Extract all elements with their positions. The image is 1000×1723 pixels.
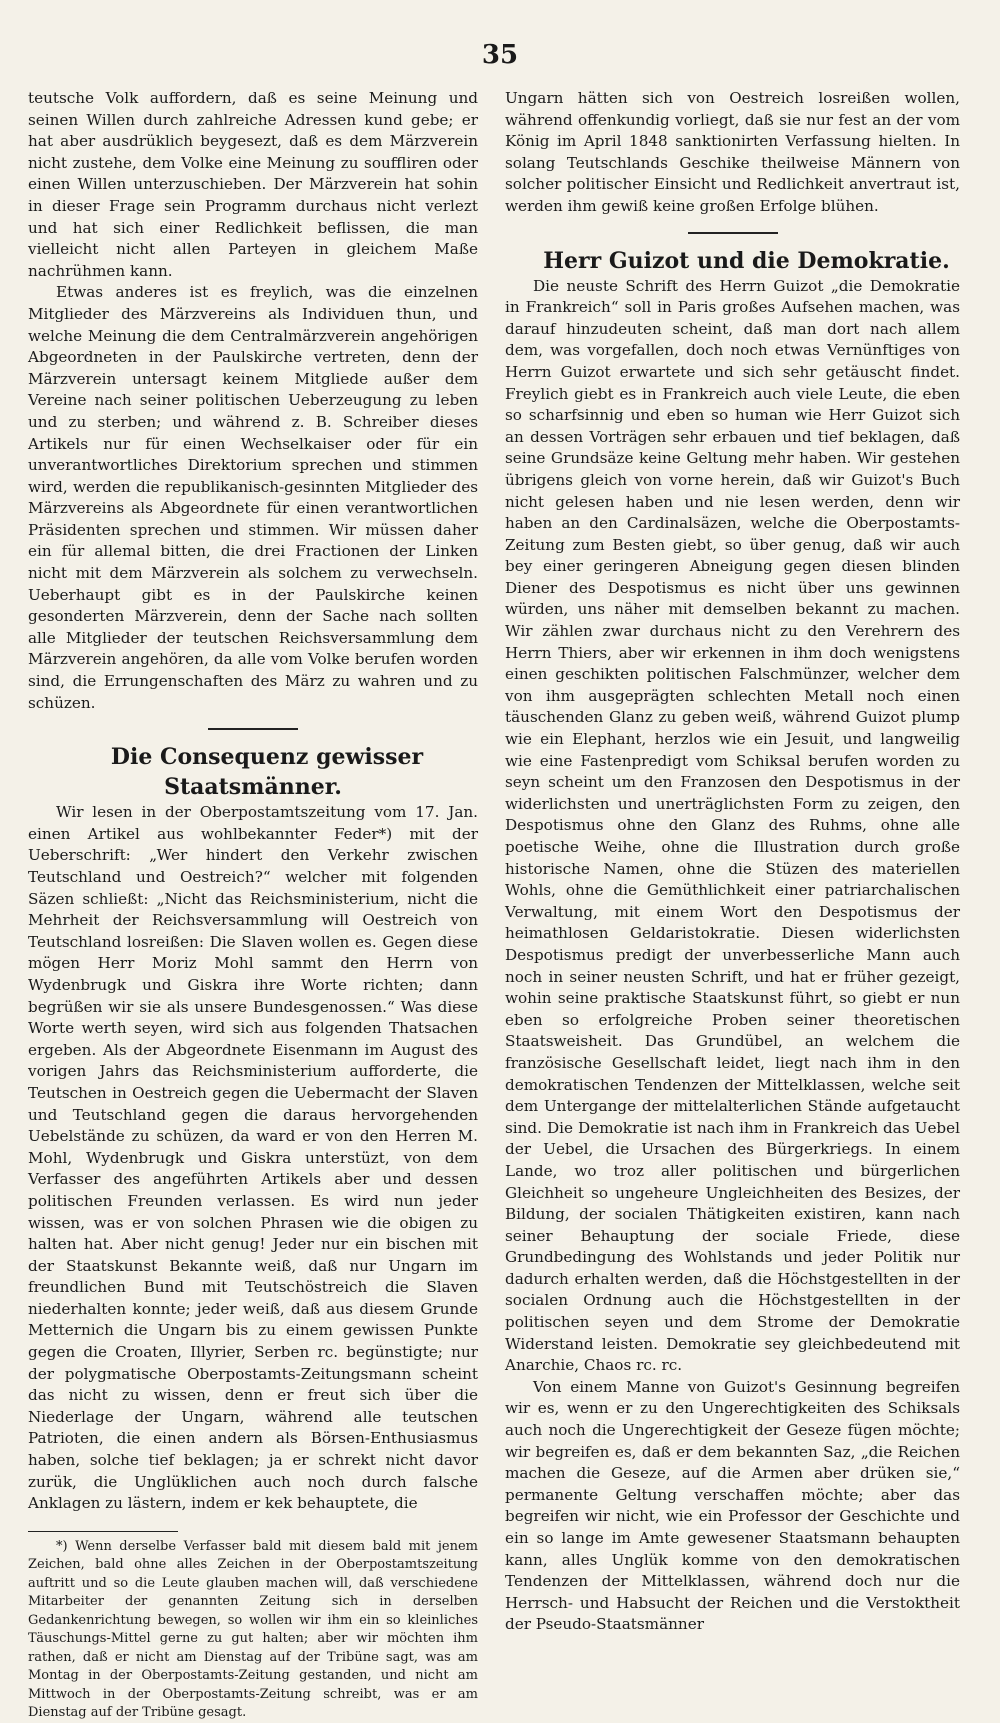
footnote: *) Wenn derselbe Verfasser bald mit diesem bald mit jenem Zeichen, bald ohne alles Zeichen in der Oberpostamtszeitung auftritt und so die Leute glauben machen will, daß verschiedene Mitarbeiter der genannten Zeitung sich in derselben Gedankenrichtung bewegen, so wollen wir ihm ein so kleinliches Täuschungs-Mittel gerne zu gut halten; aber wir möchten ihm rathen, daß er nicht am Dienstag auf der Tribüne sagt, was am Montag in der Oberpostamts-Zeitung gestanden, und nicht am Mittwoch in der Oberpostamts-Zeitung schreibt, was er am Dienstag auf der Tribüne gesagt. xyxy=(28,1538,478,1721)
left-paragraph-1: teutsche Volk auffordern, daß es seine Meinung und seinen Willen durch zahlreiche Adressen kund gebe; er hat aber ausdrüklich beygesezt, daß es dem Märzverein nicht zustehe, dem Volke eine Meinung zu souffliren oder einen Willen unterzuschieben. Der Märzverein hat sohin in dieser Frage sein Programm durchaus nicht verlezt und hat sich einer Redlichkeit beflissen, die man vielleicht nicht allen Parteyen in gleichem Maße nachrühmen kann. xyxy=(28,89,478,280)
right-paragraph-2: Die neuste Schrift des Herrn Guizot „die Demokratie in Frankreich“ soll in Paris großes Aufsehen machen, was darauf hinzudeuten scheint, daß man dort nach allem dem, was vorgefallen, doch noch etwas Vernünftiges von Herrn Guizot erwartete und sich sehr getäuscht findet. Freylich giebt es in Frankreich auch viele Leute, die eben so scharfsinnig und eben so human wie Herr Guizot sich an dessen Vorträgen sehr erbauen und tief beklagen, daß seine Grundsäze keine Geltung mehr haben. Wir gestehen übrigens gleich von vorne herein, daß wir Guizot's Buch nicht gelesen haben und nie lesen werden, denn wir haben an den Cardinalsäzen, welche die Oberpostamts-Zeitung zum Besten giebt, so über genug, daß wir auch bey einer geringeren Abneigung gegen diesen blinden Diener des Despotismus es nicht über uns gewinnen würden, uns näher mit demselben bekannt zu machen. Wir zählen zwar durchaus nicht zu den Verehrern des Herrn Thiers, aber wir erkennen in ihm doch wenigstens einen geschikten politischen Falschmünzer, welcher dem von ihm ausgeprägten schlechten Metall noch einen täuschenden Glanz zu geben weiß, während Guizot plump wie ein Elephant, herzlos wie ein Jesuit, und langweilig wie eine Fastenpredigt vom Schiksal berufen worden zu seyn scheint um den Franzosen den Despotismus in der widerlichsten und unerträglichsten Form zu zeigen, den Despotismus ohne den Glanz des Ruhms, ohne alle poetische Weihe, ohne die Illustration durch große historische Namen, ohne die Stüzen des materiellen Wohls, ohne die Gemüthlichkeit einer patriarchalischen Verwaltung, mit einem Wort den Despotismus der heimathlosen Geldaristokratie. Diesen widerlichsten Despotismus predigt der unverbesserliche Mann auch noch in seiner neusten Schrift, und hat er früher gezeigt, wohin seine praktische Staatskunst führt, so giebt er nun eben so erfolgreiche Proben seiner theoretischen Staatsweisheit. Das Grundübel, an welchem die französische Gesellschaft leidet, liegt nach ihm in den demokratischen Tendenzen der Mittelklassen, welche seit dem Untergange der mittelalterlichen Stände aufgetaucht sind. Die Demokratie ist nach ihm in Frankreich das Uebel der Uebel, die Ursachen des Bürgerkriegs. In einem Lande, wo troz aller politischen und bürgerlichen Gleichheit so ungeheure Ungleichheiten des Besizes, der Bildung, der socialen Thätigkeiten existiren, kann nach seiner Behauptung der sociale Friede, diese Grundbedingung des Wohlstands und jeder Politik nur dadurch erhalten werden, daß die Höchstgestellten in der socialen Ordnung auch die Höchstgestellten in der politischen seyen und dem Strome der Demokratie Widerstand leisten. Demokratie sey gleichbedeutend mit Anarchie, Chaos rc. rc. xyxy=(505,276,960,1375)
right-paragraph-1: Ungarn hätten sich von Oestreich losreißen wollen, während offenkundig vorliegt, daß sie nur fest an der vom König im April 1848 sanktionirten Verfassung hielten. In solang Teutschlands Geschike theilweise Männern von solcher politischer Einsicht und Redlichkeit anvertraut ist, werden ihm gewiß keine großen Erfolge blühen. xyxy=(505,89,960,215)
article-heading-guizot: Herr Guizot und die Demokratie. xyxy=(543,247,950,274)
left-paragraph-3: Wir lesen in der Oberpostamtszeitung vom 17. Jan. einen Artikel aus wohlbekannter Feder*) mit der Ueberschrift: „Wer hindert den Verkehr zwischen Teutschland und Oestreich?“ welcher mit folgenden Säzen schließt: „Nicht das Reichsministerium, nicht die Mehrheit der Reichsversammlung will Oestreich von Teutschland losreißen: Die Slaven wollen es. Gegen diese mögen Herr Moriz Mohl sammt den Herrn von Wydenbrugk und Giskra ihre Worte richten; dann begrüßen wir sie als unsere Bundesgenossen.“ Was diese Worte werth seyen, wird sich aus folgenden Thatsachen ergeben. Als der Abgeordnete Eisenmann im August des vorigen Jahrs das Reichsministerium aufforderte, die Teutschen in Oestreich gegen die Uebermacht der Slaven und Teutschland gegen die daraus hervorgehenden Uebelstände zu schüzen, da ward er von den Herren M. Mohl, Wydenbrugk und Giskra unterstüzt, von dem Verfasser des angeführten Artikels aber und dessen politischen Freunden verlassen. Es wird nun jeder wissen, was er von solchen Phrasen wie die obigen zu halten hat. Aber nicht genug! Jeder nur ein bischen mit der Staatskunst Bekannte weiß, daß nur Ungarn im freundlichen Bund mit Teutschöstreich die Slaven niederhalten konnte; jeder weiß, daß aus diesem Grunde Metternich die Ungarn bis zu einem gewissen Punkte gegen die Croaten, Illyrier, Serben rc. begünstigte; nur der polygmatische Oberpostamts-Zeitungsmann scheint das nicht zu wissen, denn er freut sich über die Niederlage der Ungarn, während alle teutschen Patrioten, die einen andern als Börsen-Enthusiasmus haben, solche tief beklagen; ja er schrekt nicht davor zurük, die Unglüklichen auch noch durch falsche Anklagen zu lästern, indem er kek behauptete, die xyxy=(28,803,478,1513)
footnote-divider xyxy=(28,1531,178,1532)
article-heading-consequenz: Die Consequenz gewisser Staatsmänner. xyxy=(110,744,424,801)
right-paragraph-3: Von einem Manne von Guizot's Gesinnung begreifen wir es, wenn er zu den Ungerechtigkeiten des Schiksals auch noch die Ungerechtigkeit der Geseze fügen möchte; wir begreifen es, daß er dem bekannten Saz, „die Reichen machen die Geseze, auf die Armen aber drüken sie,“ permanente Geltung verschaffen möchte; aber das begreifen wir nicht, wie ein Professor der Geschichte und ein so lange im Amte gewesener Staatsmann behaupten kann, alles Unglük komme von den demokratischen Tendenzen der Mittelklassen, während doch nur die Herrsch- und Habsucht der Reichen und die Verstoktheit der Pseudo-Staatsmänner xyxy=(505,1377,960,1634)
page-number: 35 xyxy=(481,40,519,70)
left-paragraph-2: Etwas anderes ist es freylich, was die einzelnen Mitglieder des Märzvereins als Individuen thun, und welche Meinung die dem Centralmärzverein angehörigen Abgeordneten in der Paulskirche vertreten, denn der Märzverein untersagt keinem Mitgliede außer dem Vereine nach seiner politischen Ueberzeugung zu leben und zu sterben; und während z. B. Schreiber dieses Artikels nur für einen Wechselkaiser oder für ein unverantwortliches Direktorium sprechen und stimmen wird, werden die republikanisch-gesinnten Mitglieder des Märzvereins als Abgeordnete für einen verantwortlichen Präsidenten sprechen und stimmen. Wir müssen daher ein für allemal bitten, die drei Fractionen der Linken nicht mit dem Märzverein als solchem zu verwechseln. Ueberhaupt gibt es in der Paulskirche keinen gesonderten Märzverein, denn der Sache nach sollten alle Mitglieder der teutschen Reichsversammlung dem Märzverein angehören, da alle vom Volke berufen worden sind, die Errungenschaften des März zu wahren und zu schüzen. xyxy=(28,283,478,712)
left-column xyxy=(28,88,478,1723)
section-divider xyxy=(208,728,298,730)
section-divider xyxy=(688,232,778,234)
right-column xyxy=(505,88,960,1636)
